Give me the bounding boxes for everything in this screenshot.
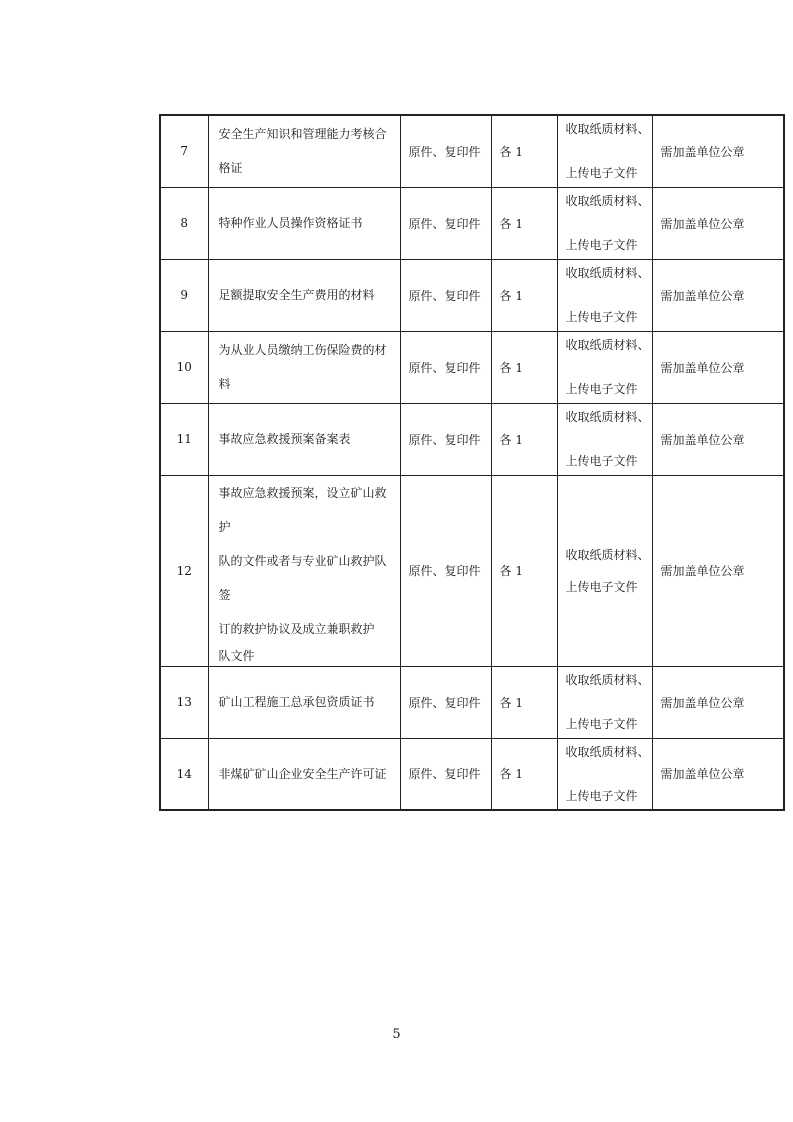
material-name-line: 事故应急救援预案备案表 xyxy=(218,432,351,446)
submission-line: 上传电子文件 xyxy=(565,166,638,181)
material-quantity: 各 1 xyxy=(491,187,557,259)
submission-method xyxy=(557,259,652,331)
material-type: 原件、复印件 xyxy=(400,187,491,259)
table-row xyxy=(160,259,784,331)
table-row xyxy=(160,187,784,259)
table-row xyxy=(160,331,784,403)
material-name-line: 料 xyxy=(218,377,231,391)
row-number: 10 xyxy=(160,331,208,403)
row-number: 12 xyxy=(160,475,208,666)
material-name-line: 事故应急救援预案，设立矿山救护 xyxy=(218,485,387,534)
material-name-line: 为从业人员缴纳工伤保险费的材 xyxy=(218,343,387,357)
row-number: 14 xyxy=(160,738,208,810)
material-quantity: 各 1 xyxy=(491,738,557,810)
submission-line: 上传电子文件 xyxy=(565,788,638,803)
table-row xyxy=(160,115,784,187)
table-row xyxy=(160,738,784,810)
material-quantity: 各 1 xyxy=(491,403,557,475)
submission-line: 上传电子文件 xyxy=(565,238,638,252)
requirement-note: 需加盖单位公章 xyxy=(652,259,784,331)
row-number: 9 xyxy=(160,259,208,331)
material-type: 原件、复印件 xyxy=(400,403,491,475)
submission-method xyxy=(557,187,652,259)
table-row xyxy=(160,403,784,475)
material-name xyxy=(208,187,400,259)
row-number: 11 xyxy=(160,403,208,475)
submission-line: 收取纸质材料、 xyxy=(565,266,650,280)
requirement-note: 需加盖单位公章 xyxy=(652,187,784,259)
material-name xyxy=(208,331,400,403)
submission-line: 收取纸质材料、 xyxy=(565,122,650,137)
requirement-note: 需加盖单位公章 xyxy=(652,403,784,475)
material-type: 原件、复印件 xyxy=(400,666,491,738)
material-quantity: 各 1 xyxy=(491,259,557,331)
material-name-line: 特种作业人员操作资格证书 xyxy=(218,216,363,230)
requirement-note: 需加盖单位公章 xyxy=(652,331,784,403)
row-number: 8 xyxy=(160,187,208,259)
material-name xyxy=(208,475,400,666)
page-number: 5 xyxy=(392,1027,401,1042)
submission-line: 收取纸质材料、 xyxy=(565,673,650,687)
material-type: 原件、复印件 xyxy=(400,331,491,403)
material-name-line: 队的文件或者与专业矿山救护队签 xyxy=(218,553,387,602)
material-quantity: 各 1 xyxy=(491,115,557,187)
material-type: 原件、复印件 xyxy=(400,259,491,331)
submission-line: 上传电子文件 xyxy=(565,310,638,324)
material-name-line: 矿山工程施工总承包资质证书 xyxy=(218,695,375,709)
requirement-note: 需加盖单位公章 xyxy=(652,666,784,738)
material-type: 原件、复印件 xyxy=(400,475,491,666)
submission-line: 上传电子文件 xyxy=(565,454,638,468)
material-type: 原件、复印件 xyxy=(400,115,491,187)
row-number: 13 xyxy=(160,666,208,738)
materials-table-body xyxy=(160,115,784,810)
material-name xyxy=(208,259,400,331)
submission-line: 收取纸质材料、 xyxy=(565,338,650,352)
material-name-line: 格证 xyxy=(218,161,243,176)
submission-method xyxy=(557,331,652,403)
requirement-note: 需加盖单位公章 xyxy=(652,738,784,810)
material-name-line: 队文件 xyxy=(218,648,255,663)
submission-method xyxy=(557,403,652,475)
requirement-note: 需加盖单位公章 xyxy=(652,475,784,666)
submission-line: 收取纸质材料、 xyxy=(565,194,650,208)
material-quantity: 各 1 xyxy=(491,331,557,403)
table-row xyxy=(160,475,784,666)
submission-line: 上传电子文件 xyxy=(565,579,638,594)
submission-line: 收取纸质材料、 xyxy=(565,410,650,424)
table-row xyxy=(160,666,784,738)
material-quantity: 各 1 xyxy=(491,666,557,738)
submission-method xyxy=(557,666,652,738)
materials-table xyxy=(159,114,785,811)
material-quantity: 各 1 xyxy=(491,475,557,666)
submission-line: 收取纸质材料、 xyxy=(565,547,650,562)
submission-line: 上传电子文件 xyxy=(565,382,638,396)
submission-method xyxy=(557,115,652,187)
material-name xyxy=(208,403,400,475)
requirement-note: 需加盖单位公章 xyxy=(652,115,784,187)
submission-method xyxy=(557,475,652,666)
material-name xyxy=(208,666,400,738)
material-type: 原件、复印件 xyxy=(400,738,491,810)
submission-line: 上传电子文件 xyxy=(565,717,638,731)
material-name xyxy=(208,115,400,187)
row-number: 7 xyxy=(160,115,208,187)
material-name-line: 安全生产知识和管理能力考核合 xyxy=(218,127,387,142)
material-name-line: 足额提取安全生产费用的材料 xyxy=(218,288,375,302)
material-name xyxy=(208,738,400,810)
submission-line: 收取纸质材料、 xyxy=(565,744,650,759)
material-name-line: 订的救护协议及成立兼职救护 xyxy=(218,621,375,636)
submission-method xyxy=(557,738,652,810)
material-name-line: 非煤矿矿山企业安全生产许可证 xyxy=(218,766,387,781)
